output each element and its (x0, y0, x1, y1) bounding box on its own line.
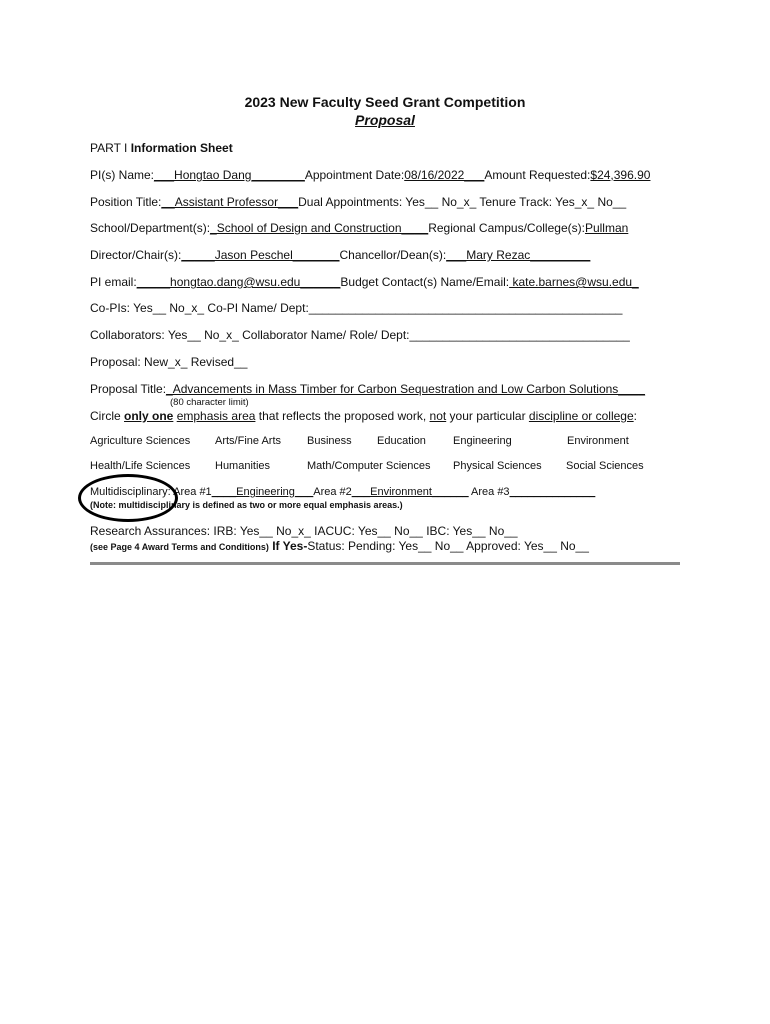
director-row (90, 248, 590, 262)
proposal-title-label: Proposal Title: (90, 382, 167, 396)
status-text[interactable]: Status: Pending: Yes__ No__ Approved: Yes__ No__ (307, 539, 589, 553)
area3-value[interactable]: ______________ (509, 486, 596, 498)
budget-contact-label: Budget Contact(s) Name/Email: (340, 275, 510, 289)
document-subtitle: Proposal (355, 112, 415, 128)
document-title: 2023 New Faculty Seed Grant Competition (244, 94, 526, 110)
pi-name-label: PI(s) Name: (90, 168, 155, 182)
campus-value[interactable]: Pullman (584, 221, 629, 235)
area-option-arts[interactable]: Arts/Fine Arts (215, 435, 282, 447)
award-terms-note: (see Page 4 Award Terms and Conditions) (90, 542, 269, 552)
position-title-value[interactable]: __Assistant Professor___ (161, 195, 299, 209)
pi-email-label: PI email: (90, 275, 137, 289)
appointment-date-label: Appointment Date: (304, 168, 405, 182)
research-status-row (90, 539, 589, 553)
pi-name-value[interactable]: ___Hongtao Dang________ (154, 168, 305, 182)
pi-email-value[interactable]: _____hongtao.dang@wsu.edu______ (136, 275, 341, 289)
position-title-label: Position Title: (90, 195, 162, 209)
chancellor-label: Chancellor/Dean(s): (339, 248, 447, 262)
area-option-business[interactable]: Business (307, 435, 352, 447)
area1-label: Area #1 (170, 486, 212, 498)
budget-contact-value[interactable]: kate.barnes@wsu.edu_ (509, 275, 639, 289)
circle-instructions (90, 409, 637, 423)
appointment-date-value[interactable]: 08/16/2022___ (404, 168, 485, 182)
director-value[interactable]: _____Jason Peschel_______ (181, 248, 340, 262)
pi-row (90, 168, 650, 182)
area1-value[interactable]: ____Engineering___ (211, 486, 314, 498)
area-option-education[interactable]: Education (377, 435, 426, 447)
area-option-social[interactable]: Social Sciences (566, 460, 644, 472)
part-prefix: PART I (90, 141, 131, 155)
emphasis-area-text: emphasis area (176, 409, 256, 423)
area2-value[interactable]: ___Environment______ (351, 486, 469, 498)
collaborators-row[interactable]: Collaborators: Yes__ No_x_ Collaborator Name/ Role/ Dept:_________________________________ (90, 328, 630, 342)
area-option-environment[interactable]: Environment (567, 435, 629, 447)
circle-text-1: Circle (90, 409, 125, 423)
area3-label: Area #3 (468, 486, 510, 498)
part-heading (90, 141, 233, 155)
character-limit-note: (80 character limit) (170, 397, 249, 408)
not-text: not (429, 409, 447, 423)
proposal-title-row (90, 382, 645, 396)
multidisciplinary-note: (Note: multidisciplinary is defined as two or more equal emphasis areas.) (90, 500, 403, 510)
proposal-title-value[interactable]: _Advancements in Mass Timber for Carbon Sequestration and Low Carbon Solutions____ (166, 382, 645, 396)
amount-requested-value[interactable]: $24,396.90 (590, 168, 651, 182)
area-option-math[interactable]: Math/Computer Sciences (307, 460, 431, 472)
campus-label: Regional Campus/College(s): (428, 221, 585, 235)
area-option-engineering[interactable]: Engineering (453, 435, 512, 447)
hand-drawn-circle-mark (78, 474, 178, 522)
email-row (90, 275, 639, 289)
only-one-text: only one (124, 409, 174, 423)
circle-text-7: your particular (446, 409, 529, 423)
area-option-health[interactable]: Health/Life Sciences (90, 460, 191, 472)
copis-row[interactable]: Co-PIs: Yes__ No_x_ Co-PI Name/ Dept:_______________________________________________ (90, 301, 623, 315)
circle-text-9: : (633, 409, 637, 423)
school-row (90, 221, 628, 235)
section-divider (90, 562, 680, 565)
research-assurances-row[interactable]: Research Assurances: IRB: Yes__ No_x_ IACUC: Yes__ No__ IBC: Yes__ No__ (90, 524, 518, 538)
area-option-physical[interactable]: Physical Sciences (453, 460, 542, 472)
school-value[interactable]: _School of Design and Construction____ (210, 221, 429, 235)
chancellor-value[interactable]: ___Mary Rezac_________ (446, 248, 591, 262)
if-yes-label: If Yes- (268, 539, 308, 553)
director-label: Director/Chair(s): (90, 248, 182, 262)
discipline-college-text: discipline or college (528, 409, 634, 423)
area-option-humanities[interactable]: Humanities (215, 460, 271, 472)
school-label: School/Department(s): (90, 221, 211, 235)
area-option-agriculture[interactable]: Agriculture Sciences (90, 435, 191, 447)
multidisciplinary-label[interactable]: Multidisciplinary: (90, 486, 171, 498)
area2-label: Area #2 (313, 486, 352, 498)
amount-requested-label: Amount Requested: (484, 168, 591, 182)
position-row (90, 195, 626, 209)
proposal-type-row[interactable]: Proposal: New_x_ Revised__ (90, 355, 248, 369)
circle-text-5: that reflects the proposed work, (255, 409, 430, 423)
appointments-tenure-text: Dual Appointments: Yes__ No_x_ Tenure Track: Yes_x_ No__ (298, 195, 627, 209)
part-title: Information Sheet (130, 141, 233, 155)
